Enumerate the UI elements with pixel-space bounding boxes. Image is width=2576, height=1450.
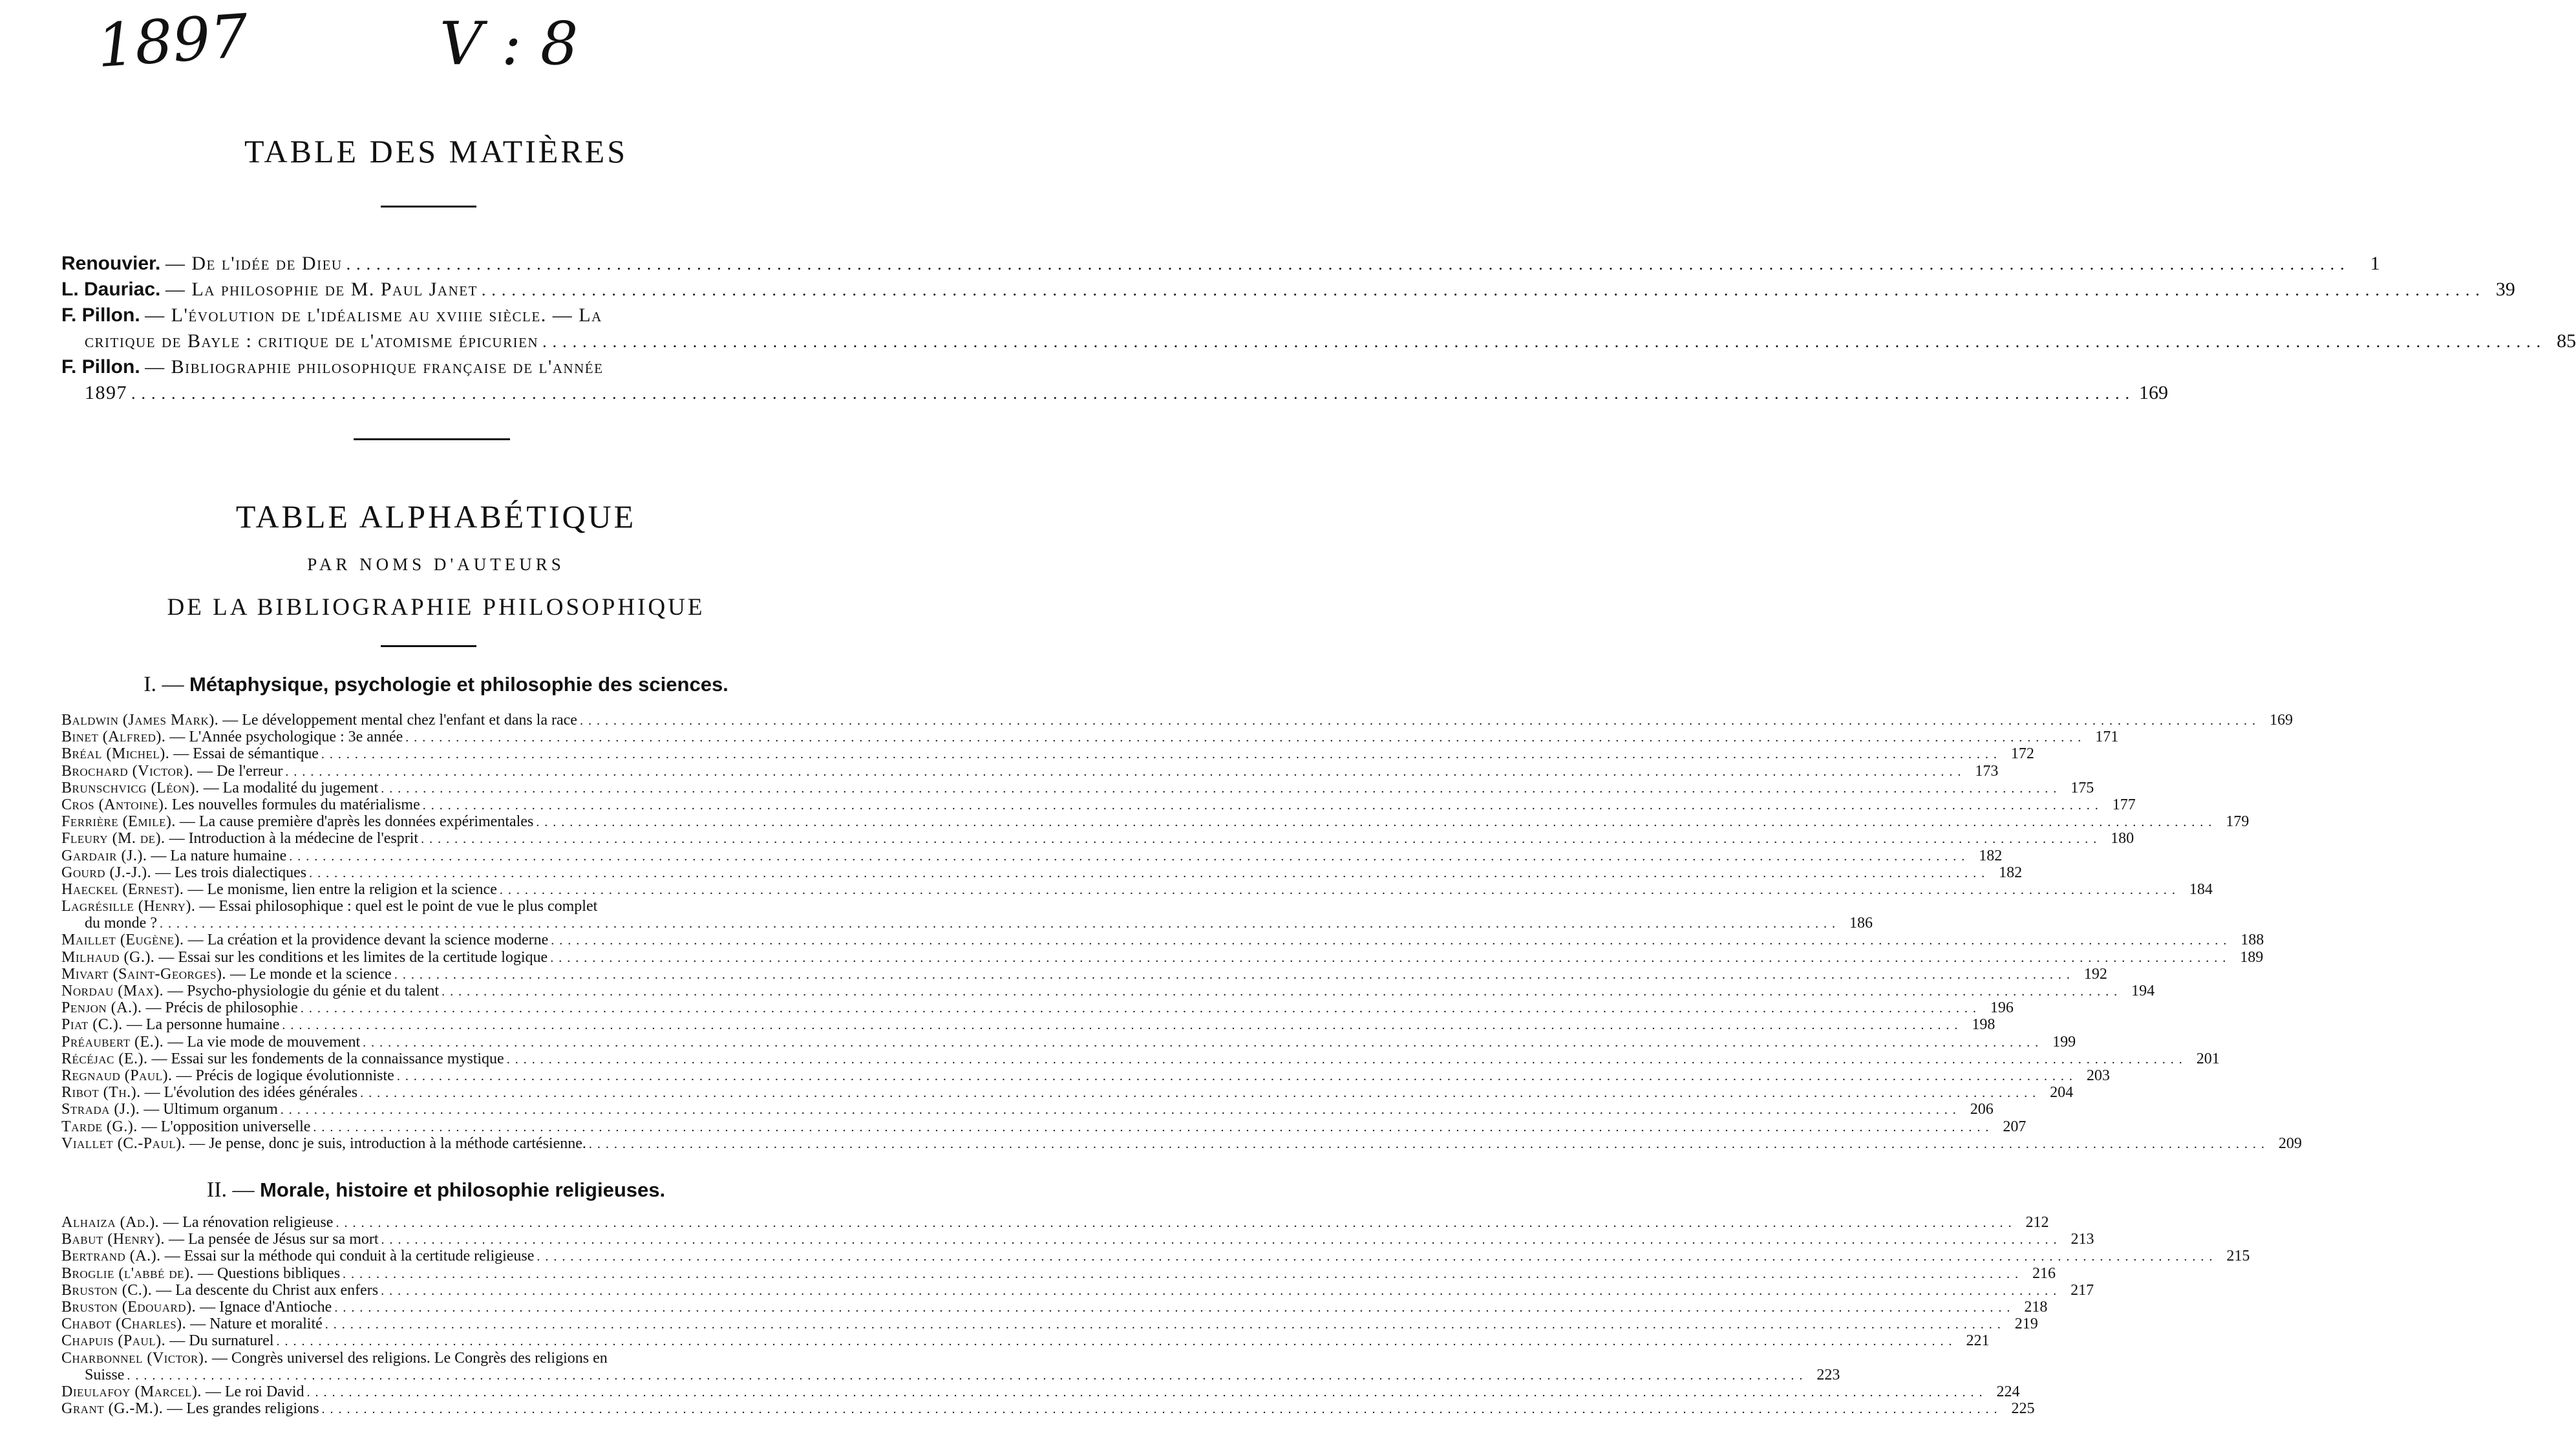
leader-dots: ........................................................................................................................................................................................................ [313, 1120, 1994, 1135]
index-title: — Précis de logique évolutionniste [176, 1067, 394, 1084]
index-entry [61, 1281, 2094, 1299]
leader-dots: ........................................................................................................................................................................................................ [381, 781, 2062, 796]
index-page-number: 217 [2070, 1281, 2094, 1299]
index-title: — La nature humaine [151, 847, 287, 864]
index-page-number: 171 [2095, 729, 2119, 746]
index-line [61, 1350, 802, 1367]
index-title: — La vie mode de mouvement [167, 1033, 361, 1050]
index-line [61, 1118, 2027, 1135]
index-entry [61, 830, 2134, 848]
index-page-number: 182 [1999, 864, 2023, 881]
index-author: Nordau (Max). [61, 983, 164, 999]
index-line [61, 880, 2213, 898]
index-page-number: 209 [2278, 1135, 2302, 1152]
index-title: — Le roi David [205, 1383, 304, 1400]
index-line [61, 948, 2264, 966]
leader-dots: ........................................................................................................................................................................................................ [282, 1018, 1963, 1033]
index-page-number: 219 [2014, 1316, 2038, 1333]
index-title: — L'évolution des idées générales [144, 1084, 358, 1102]
index-author: Mivart (Saint-Georges). [61, 965, 226, 983]
index-author: Fleury (M. de). [61, 830, 165, 848]
index-author: Binet (Alfred). [61, 729, 166, 746]
index-entry [61, 898, 1873, 932]
title-rule [381, 206, 476, 208]
index-author: Piat (C.). [61, 1016, 123, 1034]
toc-entry [61, 251, 2380, 277]
leader-dots: ........................................................................................................................................................................................................ [159, 917, 1840, 932]
index-author: Maillet (Eugène). [61, 932, 184, 949]
index-author: Chapuis (Paul). [61, 1332, 166, 1350]
toc-page-number: 39 [2495, 279, 2515, 300]
toc-entry [61, 354, 2168, 406]
index-title: — Questions bibliques [198, 1264, 341, 1282]
leader-dots: ........................................................................................................................................................................................................ [588, 1136, 2270, 1151]
index-line [61, 999, 2014, 1017]
index-page-number: 207 [2003, 1118, 2027, 1135]
leader-dots: ........................................................................................................................................................................................................ [550, 950, 2231, 965]
leader-dots: ........................................................................................................................................................................................................ [536, 815, 2217, 830]
toc-line [61, 380, 2168, 406]
index-page-number: 199 [2052, 1033, 2076, 1050]
index-title: — Le développement mental chez l'enfant et dans la race [222, 712, 577, 729]
index-title: — Psycho-physiologie du génie et du talent [167, 983, 440, 999]
index-entry [61, 1135, 2302, 1152]
index-line [61, 1016, 1996, 1034]
index-author: Bruston (Edouard). [61, 1298, 197, 1316]
index-title: — L'opposition universelle [141, 1118, 311, 1135]
index-title: — Congrès universel des religions. Le Congrès des religions en [211, 1349, 608, 1367]
toc-title: — Bibliographie philosophique française de l'année [145, 356, 604, 378]
toc-entry [61, 303, 2576, 354]
toc-line [61, 303, 802, 328]
toc-author: F. Pillon. [61, 356, 140, 378]
index-line [61, 1383, 2020, 1400]
leader-dots: ........................................................................................................................................................................................................ [334, 1300, 2016, 1315]
index-author: Ribot (Th.). [61, 1084, 141, 1102]
toc-author: Renouvier. [61, 253, 161, 274]
leader-dots: ........................................................................................................................................................................................................ [127, 1368, 1808, 1383]
index-entry [61, 1349, 1840, 1383]
toc-page-number: 1 [2370, 253, 2380, 274]
index-page-number: 216 [2032, 1264, 2056, 1282]
index-author: Brunschvicg (Léon). [61, 779, 200, 796]
index-title: — Essai sur la méthode qui conduit à la certitude religieuse [164, 1248, 535, 1265]
index-title: — Le monisme, lien entre la religion et la science [187, 880, 497, 898]
index-author: Alhaiza (Ad.). [61, 1214, 160, 1231]
index-line [61, 1067, 2110, 1084]
index-entry [61, 1214, 2049, 1231]
index-line [61, 1101, 1994, 1118]
index-line [61, 729, 2119, 746]
toc-title: 1897 [85, 382, 127, 403]
leader-dots: ........................................................................................................................................................................................................ [421, 832, 2102, 847]
index-title: — De l'erreur [197, 762, 283, 780]
index-author: Dieulafoy (Marcel). [61, 1383, 202, 1400]
index-author: Préaubert (E.). [61, 1033, 164, 1050]
index-title: — Ultimum organum [144, 1101, 278, 1118]
leader-dots: ........................................................................................................................................................................................................ [405, 730, 2087, 745]
index-line [61, 847, 2003, 864]
index-line [61, 796, 2136, 813]
index-line [61, 915, 1873, 932]
index-title: — Essai sur les conditions et les limites de la certitude logique [158, 948, 548, 966]
index-author: Viallet (C.-Paul). [61, 1135, 186, 1152]
handwritten-year: 1897 [94, 1, 251, 81]
index-page-number: 186 [1849, 915, 1873, 932]
index-title: — Essai de sémantique [173, 745, 319, 763]
index-line [61, 1332, 1990, 1350]
leader-dots: ........................................................................................................................................................................................................ [542, 332, 2547, 351]
index-page-number: 189 [2240, 948, 2264, 966]
index-line [61, 779, 2094, 796]
index-page-number: 224 [1996, 1383, 2020, 1400]
index-author: Baldwin (James Mark). [61, 712, 219, 729]
toc-line [61, 328, 2576, 354]
index-page-number: 180 [2111, 830, 2134, 848]
index-entry [61, 847, 2003, 864]
index-entry [61, 1084, 2074, 1102]
index-title: — Les trois dialectiques [155, 864, 307, 881]
index-line [61, 1316, 2038, 1333]
index-title: — Introduction à la médecine de l'esprit [169, 830, 419, 848]
index-page-number: 198 [1972, 1016, 1996, 1034]
index-page-number: 194 [2131, 983, 2155, 999]
toc-title: — L'évolution de l'idéalisme au xviiie siècle. — La [145, 304, 602, 326]
index-title: — Le monde et la science [229, 965, 392, 983]
index-author: Ferrière (Emile). [61, 813, 176, 831]
leader-dots: ........................................................................................................................................................................................................ [343, 1266, 2024, 1281]
index-title: — Du surnaturel [169, 1332, 274, 1350]
index-author: Bréal (Michel). [61, 745, 170, 763]
toc-author: L. Dauriac. [61, 279, 161, 300]
index-line [61, 1231, 2094, 1248]
toc-line [61, 277, 2515, 303]
index-entry [61, 1298, 2048, 1316]
index-entry [61, 779, 2094, 796]
index-title: — Ignace d'Antioche [200, 1298, 332, 1316]
index-author: Chabot (Charles). [61, 1316, 187, 1333]
index-author: Strada (J.). [61, 1101, 140, 1118]
leader-dots: ........................................................................................................................................................................................................ [309, 866, 1990, 880]
leader-dots: ........................................................................................................................................................................................................ [499, 882, 2180, 897]
index-line [61, 965, 2107, 983]
index-author: Récéjac (E.). [61, 1050, 148, 1067]
index-entry [61, 880, 2213, 898]
index-title: — La modalité du jugement [203, 779, 379, 796]
index-page-number: 223 [1816, 1366, 1840, 1383]
leader-dots: ........................................................................................................................................................................................................ [321, 747, 2002, 762]
index-entry [61, 1033, 2076, 1050]
index-title: — Précis de philosophie [145, 999, 298, 1017]
author-index-list-2 [61, 1214, 2250, 1418]
leader-dots: ........................................................................................................................................................................................................ [481, 281, 2486, 299]
title-rule-2 [381, 645, 476, 647]
index-line [61, 712, 2293, 729]
leader-dots: ........................................................................................................................................................................................................ [360, 1086, 2041, 1101]
index-line [61, 983, 2155, 999]
index-title: — Essai sur les fondements de la connaissance mystique [151, 1050, 504, 1067]
leader-dots: ........................................................................................................................................................................................................ [321, 1402, 2003, 1417]
index-page-number: 196 [1990, 999, 2014, 1017]
toc-page-number: 169 [2139, 382, 2168, 403]
index-line [61, 1135, 2302, 1152]
index-entry [61, 1231, 2094, 1248]
index-title: — Les grandes religions [167, 1400, 319, 1418]
section-divider-rule [354, 438, 510, 440]
index-page-number: 169 [2269, 712, 2293, 729]
index-entry [61, 745, 2034, 763]
index-line [61, 1281, 2094, 1299]
toc-author: F. Pillon. [61, 304, 140, 326]
index-line [61, 1366, 1840, 1383]
leader-dots: ........................................................................................................................................................................................................ [579, 714, 2261, 728]
leader-dots: ........................................................................................................................................................................................................ [285, 764, 1966, 779]
index-entry [61, 1332, 1990, 1350]
index-page-number: 188 [2241, 932, 2264, 949]
index-entry [61, 948, 2264, 966]
toc-page-number: 85 [2557, 330, 2576, 352]
index-page-number: 173 [1975, 762, 1999, 780]
index-page-number: 215 [2226, 1248, 2250, 1265]
index-page-number: 179 [2226, 813, 2250, 831]
index-entry [61, 1316, 2038, 1333]
index-page-number: 177 [2112, 796, 2136, 813]
index-line [61, 898, 802, 915]
index-entry [61, 965, 2107, 983]
index-title: — La rénovation religieuse [163, 1214, 334, 1231]
toc-entry [61, 277, 2515, 303]
toc-title: — De l'idée de Dieu [165, 253, 343, 274]
index-line [61, 762, 1999, 780]
index-author: Charbonnel (Victor). [61, 1349, 208, 1367]
index-title-continued: Suisse [85, 1366, 125, 1383]
leader-dots: ........................................................................................................................................................................................................ [289, 849, 1970, 864]
index-page-number: 175 [2070, 779, 2094, 796]
index-title: — La personne humaine [126, 1016, 280, 1034]
index-title: — L'Année psychologique : 3e année [169, 729, 403, 746]
index-line [61, 1050, 2220, 1067]
index-title-continued: du monde ? [85, 915, 157, 932]
index-author: Gardair (J.). [61, 847, 147, 864]
table-of-contents [61, 251, 2576, 406]
index-title: — Je pense, donc je suis, introduction à la méthode cartésienne. [189, 1135, 586, 1152]
index-line [61, 932, 2264, 949]
index-page-number: 206 [1970, 1101, 1994, 1118]
index-author: Lagrésille (Henry). [61, 898, 196, 915]
index-entry [61, 1067, 2110, 1084]
index-page-number: 201 [2196, 1050, 2220, 1067]
leader-dots: ........................................................................................................................................................................................................ [537, 1250, 2218, 1264]
leader-dots: ........................................................................................................................................................................................................ [506, 1052, 2187, 1067]
index-line [61, 1214, 2049, 1231]
leader-dots: ........................................................................................................................................................................................................ [363, 1035, 2044, 1050]
leader-dots: ........................................................................................................................................................................................................ [346, 255, 2350, 273]
index-page-number: 225 [2011, 1400, 2035, 1418]
index-entry [61, 1016, 1996, 1034]
index-author: Bruston (C.). [61, 1281, 153, 1299]
index-title: — La pensée de Jésus sur sa mort [168, 1231, 379, 1248]
index-entry [61, 1050, 2220, 1067]
leader-dots: ........................................................................................................................................................................................................ [325, 1317, 2006, 1332]
leader-dots: ........................................................................................................................................................................................................ [300, 1001, 1981, 1016]
index-page-number: 204 [2050, 1084, 2074, 1102]
table-alphabetique-title: TABLE ALPHABÉTIQUE [235, 498, 637, 535]
index-title: Les nouvelles formules du matérialisme [171, 796, 420, 813]
index-page-number: 213 [2070, 1231, 2094, 1248]
index-line [61, 1298, 2048, 1316]
index-author: Grant (G.-M.). [61, 1400, 164, 1418]
index-page-number: 192 [2083, 965, 2107, 983]
leader-dots: ........................................................................................................................................................................................................ [131, 384, 2135, 403]
index-entry [61, 762, 1999, 780]
leader-dots: ........................................................................................................................................................................................................ [381, 1283, 2062, 1298]
leader-dots: ........................................................................................................................................................................................................ [306, 1385, 1988, 1400]
leader-dots: ........................................................................................................................................................................................................ [396, 1069, 2078, 1083]
index-author: Gourd (J.-J.). [61, 864, 152, 881]
index-line [61, 1033, 2076, 1050]
table-des-matieres-title: TABLE DES MATIÈRES [244, 133, 628, 169]
leader-dots: ........................................................................................................................................................................................................ [394, 967, 2075, 982]
index-title: — La création et la providence devant la science moderne [187, 932, 549, 949]
index-line [61, 1248, 2250, 1265]
index-author: Broglie (l'abbé de). [61, 1264, 195, 1282]
index-page-number: 172 [2010, 745, 2034, 763]
author-index-list-1 [61, 712, 2302, 1152]
index-entry [61, 1400, 2035, 1418]
section-heading-2 [0, 1178, 872, 1202]
toc-line [61, 251, 2380, 277]
section-title: Morale, histoire et philosophie religieuses. [260, 1178, 666, 1201]
leader-dots: ........................................................................................................................................................................................................ [276, 1334, 1957, 1349]
index-entry [61, 1383, 2020, 1400]
leader-dots: ........................................................................................................................................................................................................ [442, 985, 2123, 999]
index-line [61, 813, 2250, 831]
index-author: Regnaud (Paul). [61, 1067, 173, 1084]
index-entry [61, 999, 2014, 1017]
index-author: Penjon (A.). [61, 999, 142, 1017]
section-number: II. — [206, 1178, 255, 1202]
index-page-number: 182 [1979, 847, 2003, 864]
index-line [61, 1400, 2035, 1418]
toc-line [61, 354, 802, 380]
index-entry [61, 796, 2136, 813]
handwritten-volume: V : 8 [440, 9, 579, 78]
leader-dots: ........................................................................................................................................................................................................ [551, 933, 2232, 948]
index-entry [61, 1101, 1994, 1118]
index-author: Brochard (Victor). [61, 762, 194, 780]
index-author: Bertrand (A.). [61, 1248, 161, 1265]
index-page-number: 184 [2189, 880, 2213, 898]
table-alphabetique-subtitle: PAR NOMS D'AUTEURS [307, 555, 565, 574]
index-entry [61, 712, 2293, 729]
index-author: Babut (Henry). [61, 1231, 165, 1248]
index-title: — Nature et moralité [190, 1316, 323, 1333]
index-line [61, 1084, 2074, 1102]
section-number: I. — [144, 672, 184, 696]
index-line [61, 864, 2023, 881]
leader-dots: ........................................................................................................................................................................................................ [335, 1216, 2017, 1230]
toc-title: critique de Bayle : critique de l'atomisme épicurien [85, 330, 539, 352]
index-line [61, 830, 2134, 848]
index-entry [61, 1264, 2056, 1282]
index-author: Milhaud (G.). [61, 948, 155, 966]
index-page-number: 218 [2024, 1298, 2048, 1316]
index-entry [61, 729, 2119, 746]
index-line [61, 745, 2034, 763]
index-entry [61, 932, 2264, 949]
index-entry [61, 983, 2155, 999]
index-title: — Essai philosophique : quel est le point de vue le plus complet [199, 898, 598, 915]
leader-dots: ........................................................................................................................................................................................................ [422, 798, 2103, 813]
leader-dots: ........................................................................................................................................................................................................ [381, 1233, 2062, 1248]
index-page-number: 203 [2086, 1067, 2110, 1084]
index-entry [61, 1118, 2027, 1135]
index-page-number: 221 [1966, 1332, 1990, 1350]
index-line [61, 1264, 2056, 1282]
toc-title: — La philosophie de M. Paul Janet [165, 279, 478, 300]
index-author: Cros (Antoine). [61, 796, 168, 813]
index-entry [61, 813, 2250, 831]
index-title: — La cause première d'après les données expérimentales [179, 813, 534, 831]
index-entry [61, 864, 2023, 881]
index-page-number: 212 [2025, 1214, 2049, 1231]
leader-dots: ........................................................................................................................................................................................................ [280, 1103, 1961, 1118]
index-author: Tarde (G.). [61, 1118, 138, 1135]
index-author: Haeckel (Ernest). [61, 880, 184, 898]
table-alphabetique-subtitle-2: DE LA BIBLIOGRAPHIE PHILOSOPHIQUE [167, 594, 705, 621]
section-heading-1 [0, 672, 872, 697]
index-entry [61, 1248, 2250, 1265]
section-title: Métaphysique, psychologie et philosophie des sciences. [189, 673, 729, 696]
index-title: — La descente du Christ aux enfers [156, 1281, 379, 1299]
